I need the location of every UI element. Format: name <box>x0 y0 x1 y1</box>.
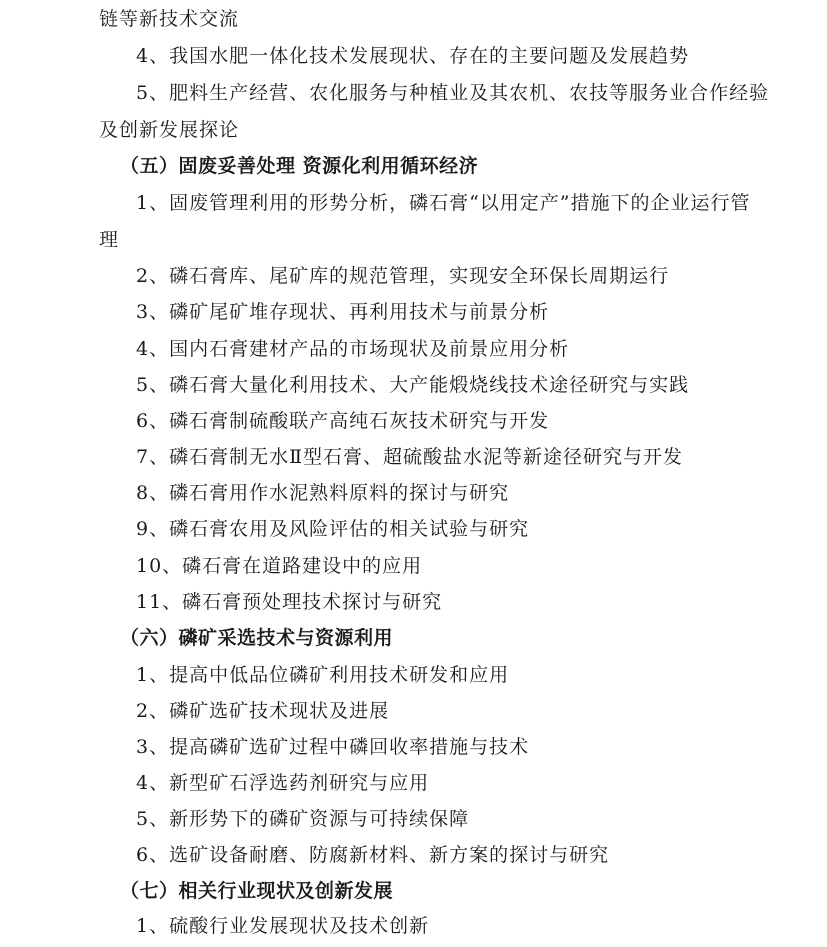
list-item: 9、磷石膏农用及风险评估的相关试验与研究 <box>136 518 530 540</box>
list-item: 1、固废管理利用的形势分析，磷石膏“以用定产”措施下的企业运行管 <box>136 192 751 214</box>
text-line: 及创新发展探论 <box>99 119 240 141</box>
list-item: 6、选矿设备耐磨、防腐新材料、新方案的探讨与研究 <box>136 844 610 866</box>
list-item: 7、磷石膏制无水Ⅱ型石膏、超硫酸盐水泥等新途径研究与开发 <box>136 446 684 468</box>
list-item: 1、提高中低品位磷矿利用技术研发和应用 <box>136 664 510 686</box>
text-line: 链等新技术交流 <box>99 8 240 30</box>
section-heading: （五）固废妥善处理 资源化利用循环经济 <box>120 155 479 177</box>
list-item: 4、国内石膏建材产品的市场现状及前景应用分析 <box>136 338 570 360</box>
list-item: 5、磷石膏大量化利用技术、大产能煅烧线技术途径研究与实践 <box>136 374 690 396</box>
list-item: 2、磷矿选矿技术现状及进展 <box>136 700 390 722</box>
list-item: 3、提高磷矿选矿过程中磷回收率措施与技术 <box>136 736 530 758</box>
list-item: 5、肥料生产经营、农化服务与种植业及其农机、农技等服务业合作经验 <box>136 82 770 104</box>
list-item: 4、新型矿石浮选药剂研究与应用 <box>136 772 430 794</box>
section-heading: （七）相关行业现状及创新发展 <box>120 880 394 902</box>
list-item: 1、硫酸行业发展现状及技术创新 <box>136 915 430 937</box>
text-line: 理 <box>99 229 120 251</box>
list-item: 8、磷石膏用作水泥熟料原料的探讨与研究 <box>136 482 510 504</box>
section-heading: （六）磷矿采选技术与资源利用 <box>120 627 394 649</box>
list-item: 3、磷矿尾矿堆存现状、再利用技术与前景分析 <box>136 301 550 323</box>
list-item: 5、新形势下的磷矿资源与可持续保障 <box>136 808 470 830</box>
list-item: 11、磷石膏预处理技术探讨与研究 <box>136 591 443 613</box>
list-item: 2、磷石膏库、尾矿库的规范管理，实现安全环保长周期运行 <box>136 265 670 287</box>
list-item: 10、磷石膏在道路建设中的应用 <box>136 555 423 577</box>
list-item: 6、磷石膏制硫酸联产高纯石灰技术研究与开发 <box>136 410 550 432</box>
list-item: 4、我国水肥一体化技术发展现状、存在的主要问题及发展趋势 <box>136 45 690 67</box>
